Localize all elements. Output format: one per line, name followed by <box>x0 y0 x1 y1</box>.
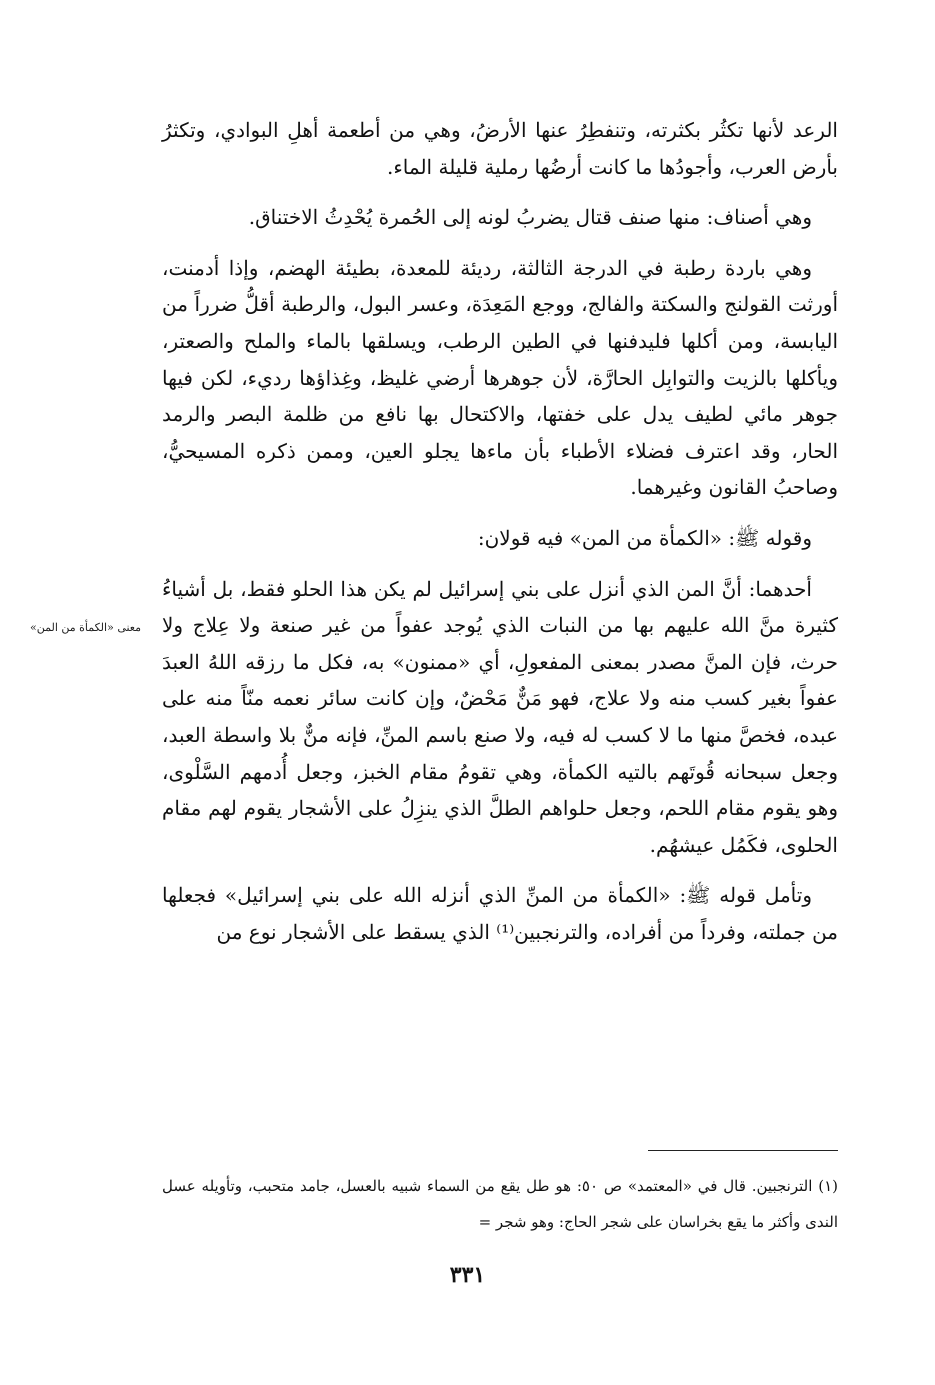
page-number: ٣٣١ <box>449 1262 486 1288</box>
paragraph-2: وهي أصناف: منها صنف قتال يضربُ لونه إلى الحُمرة يُحْدِثُ الاختناق. <box>248 205 812 230</box>
paragraph-4: وقوله ﷺ: «الكمأة من المن» فيه قولان: <box>477 525 812 550</box>
footnote-text: (١) الترنجبين. قال في «المعتمد» ص ٥٠: هو طل يقع من السماء شبيه بالعسل، جامد متحبب، وتأويله عسل الندى وأكثر ما يقع بخراسان على شجر الحاج: وهو شجر = <box>162 1177 838 1231</box>
paragraph-3: وهي باردة رطبة في الدرجة الثالثة، رديئة للمعدة، بطيئة الهضم، وإذا أدمنت، أورثت القولنج والسكتة والفالج، ووجع المَعِدَة، وعسر البول، والرطبة أقلُّ ضرراً من اليابسة، ومن أكلها فليدفنها في الطين الرطب، ويسلقها بالماء والملح والصعتر، ويأكلها بالزيت والتوابِل الحارَّة، لأن جوهرها أرضي غليظ، وغِذاؤها رديء، لكن فيها جوهر مائي لطيف يدل على خفتها، والاكتحال بها نافع من ظلمة البصر والرمد الحار، وقد اعترف فضلاء الأطباء بأن ماءها يجلو العين، وممن ذكره المسيحيُّ، وصاحبُ القانون وغيرهما. <box>162 255 838 500</box>
paragraph-5: أحدهما: أنَّ المن الذي أنزل على بني إسرائيل لم يكن هذا الحلو فقط، بل أشياءُ كثيرة منَّ الله عليهم بها من النبات الذي يُوجد عفواً من غير صنعة ولا عِلاج ولا حرث، فإن المنَّ مصدر بمعنى المفعولِ، أي «ممنون» به، فكل ما رزقه اللهُ العبدَ عفواً بغير كسب منه ولا علاج، فهو مَنٌّ مَحْضٌ، وإن كانت سائر نعمه منّاً منه على عبده، فخصَّ منها ما لا كسب له فيه، ولا صنع باسم المنِّ، فإنه منٌّ بلا واسطة العبد، وجعل سبحانه قُوتَهم بالتيه الكمأة، وهي تقومُ مقام الخبز، وجعل أُدمهم السَّلْوى، وهو يقوم مقام اللحم، وجعل حلواهم الطلَّ الذي ينزِلُ على الأشجار يقوم لهم مقام الحلوى، فكَمُل عيشهُم. <box>162 576 838 857</box>
margin-note: معنى «الكمأة من المن» <box>30 621 141 634</box>
footnote <box>162 1168 838 1240</box>
paragraph-6: وتأمل قوله ﷺ: «الكمأة من المنِّ الذي أنزله الله على بني إسرائيل» فجعلها من جملته، وفرداً من أفراده، والترنجبين⁽¹⁾ الذي يسقط على الأشجار نوع من <box>162 883 838 944</box>
main-text-body <box>162 112 838 950</box>
footnote-separator <box>648 1150 838 1151</box>
paragraph-1: الرعد لأنها تكثُر بكثرته، وتنفطِرُ عنها الأرضُ، وهي من أطعمة أهلِ البوادي، وتكثرُ بأرض العرب، وأجودُها ما كانت أرضُها رملية قليلة الماء. <box>162 118 838 179</box>
